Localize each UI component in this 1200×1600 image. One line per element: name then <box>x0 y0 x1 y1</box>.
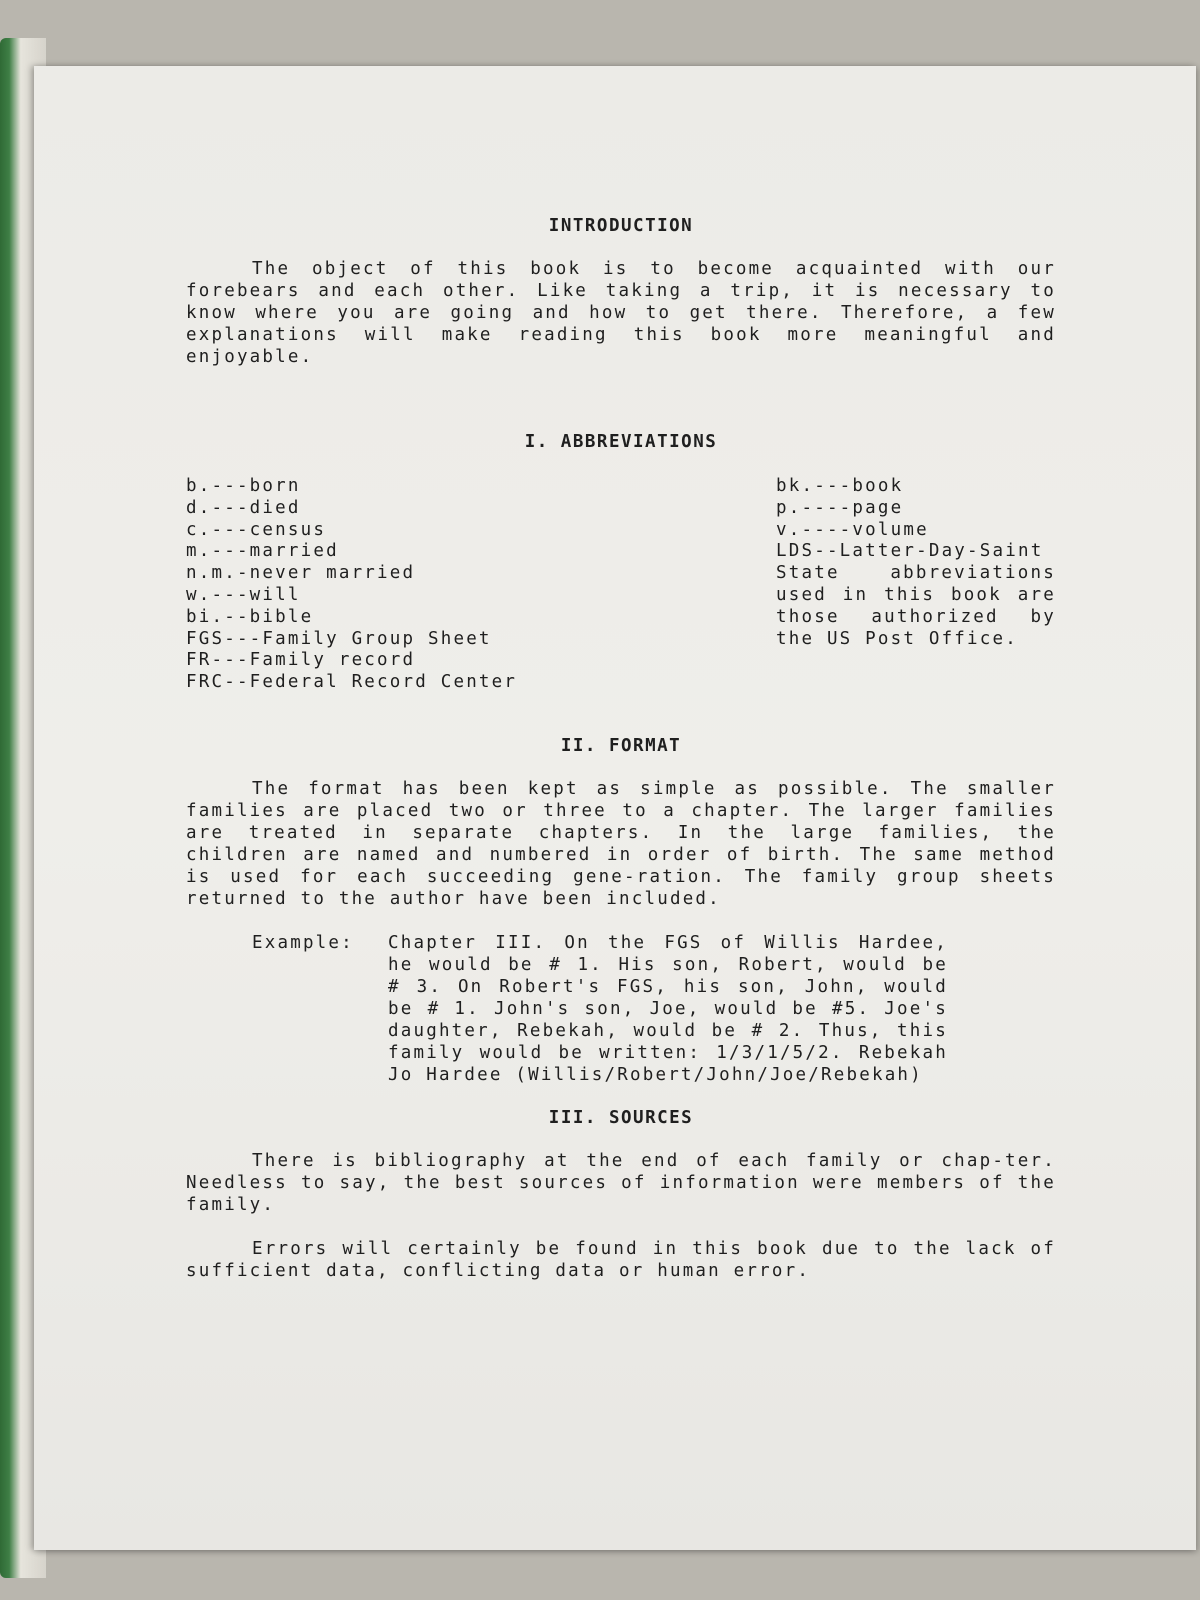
state-abbreviations-note: State abbreviations used in this book are those authorized by the US Post Office. <box>776 563 1056 649</box>
abbreviation-item: c.---census <box>186 519 327 540</box>
abbreviation-item: bi.--bible <box>186 606 314 627</box>
abbreviation-item: FGS---Family Group Sheet <box>186 628 492 649</box>
abbreviation-item: FR---Family record <box>186 650 416 671</box>
page-content <box>186 216 1056 1282</box>
format-example <box>186 932 1056 1086</box>
abbreviation-item: w.---will <box>186 584 301 605</box>
abbreviation-item: p.----page <box>776 497 904 518</box>
abbreviation-item: LDS--Latter-Day-Saint <box>776 541 1044 562</box>
abbreviations-list <box>186 476 1056 694</box>
introduction-heading: INTRODUCTION <box>548 216 694 236</box>
abbreviations-left-column <box>186 476 706 694</box>
errors-paragraph: Errors will certainly be found in this book due to the lack of sufficient data, conflicting data or human error. <box>186 1238 1056 1281</box>
abbreviation-item: n.m.-never married <box>186 563 416 584</box>
sources-heading: III. SOURCES <box>548 1107 694 1128</box>
abbreviation-item: b.---born <box>186 476 301 496</box>
abbreviations-heading: I. ABBREVIATIONS <box>524 432 718 452</box>
abbreviation-item: d.---died <box>186 497 301 518</box>
abbreviation-item: FRC--Federal Record Center <box>186 672 518 693</box>
book-page <box>34 66 1196 1550</box>
format-heading: II. FORMAT <box>560 735 682 756</box>
example-text: Chapter III. On the FGS of Willis Hardee, he would be # 1. His son, Robert, would be # 3. On Robert's FGS, his son, John, would be # 1. John's son, Joe, would be #5. Joe's daughter, Rebekah, would be # 2. Thus, this family would be written: 1/3/1/5/2. Rebekah Jo Hardee (Willis/Robert/John/Joe/Rebekah) <box>388 932 948 1085</box>
introduction-paragraph: The object of this book is to become acquainted with our forebears and each other. Like taking a trip, it is necessary to know where you are going and how to get there. Therefore, a few explanations will make reading this book more meaningful and enjoyable. <box>186 259 1056 367</box>
sources-paragraph: There is bibliography at the end of each family or chap-ter. Needless to say, the best sources of information were members of the family. <box>186 1150 1056 1215</box>
example-label: Example: <box>252 932 354 953</box>
format-paragraph: The format has been kept as simple as possible. The smaller families are placed two or three to a chapter. The larger families are treated in separate chapters. In the large families, the children are named and numbered in order of birth. The same method is used for each succeeding gene-ration. The family group sheets returned to the author have been included. <box>186 778 1056 909</box>
abbreviation-item: v.----volume <box>776 519 929 540</box>
abbreviation-item: bk.---book <box>776 476 904 496</box>
abbreviation-item: m.---married <box>186 541 339 562</box>
abbreviations-right-column <box>776 476 1056 694</box>
